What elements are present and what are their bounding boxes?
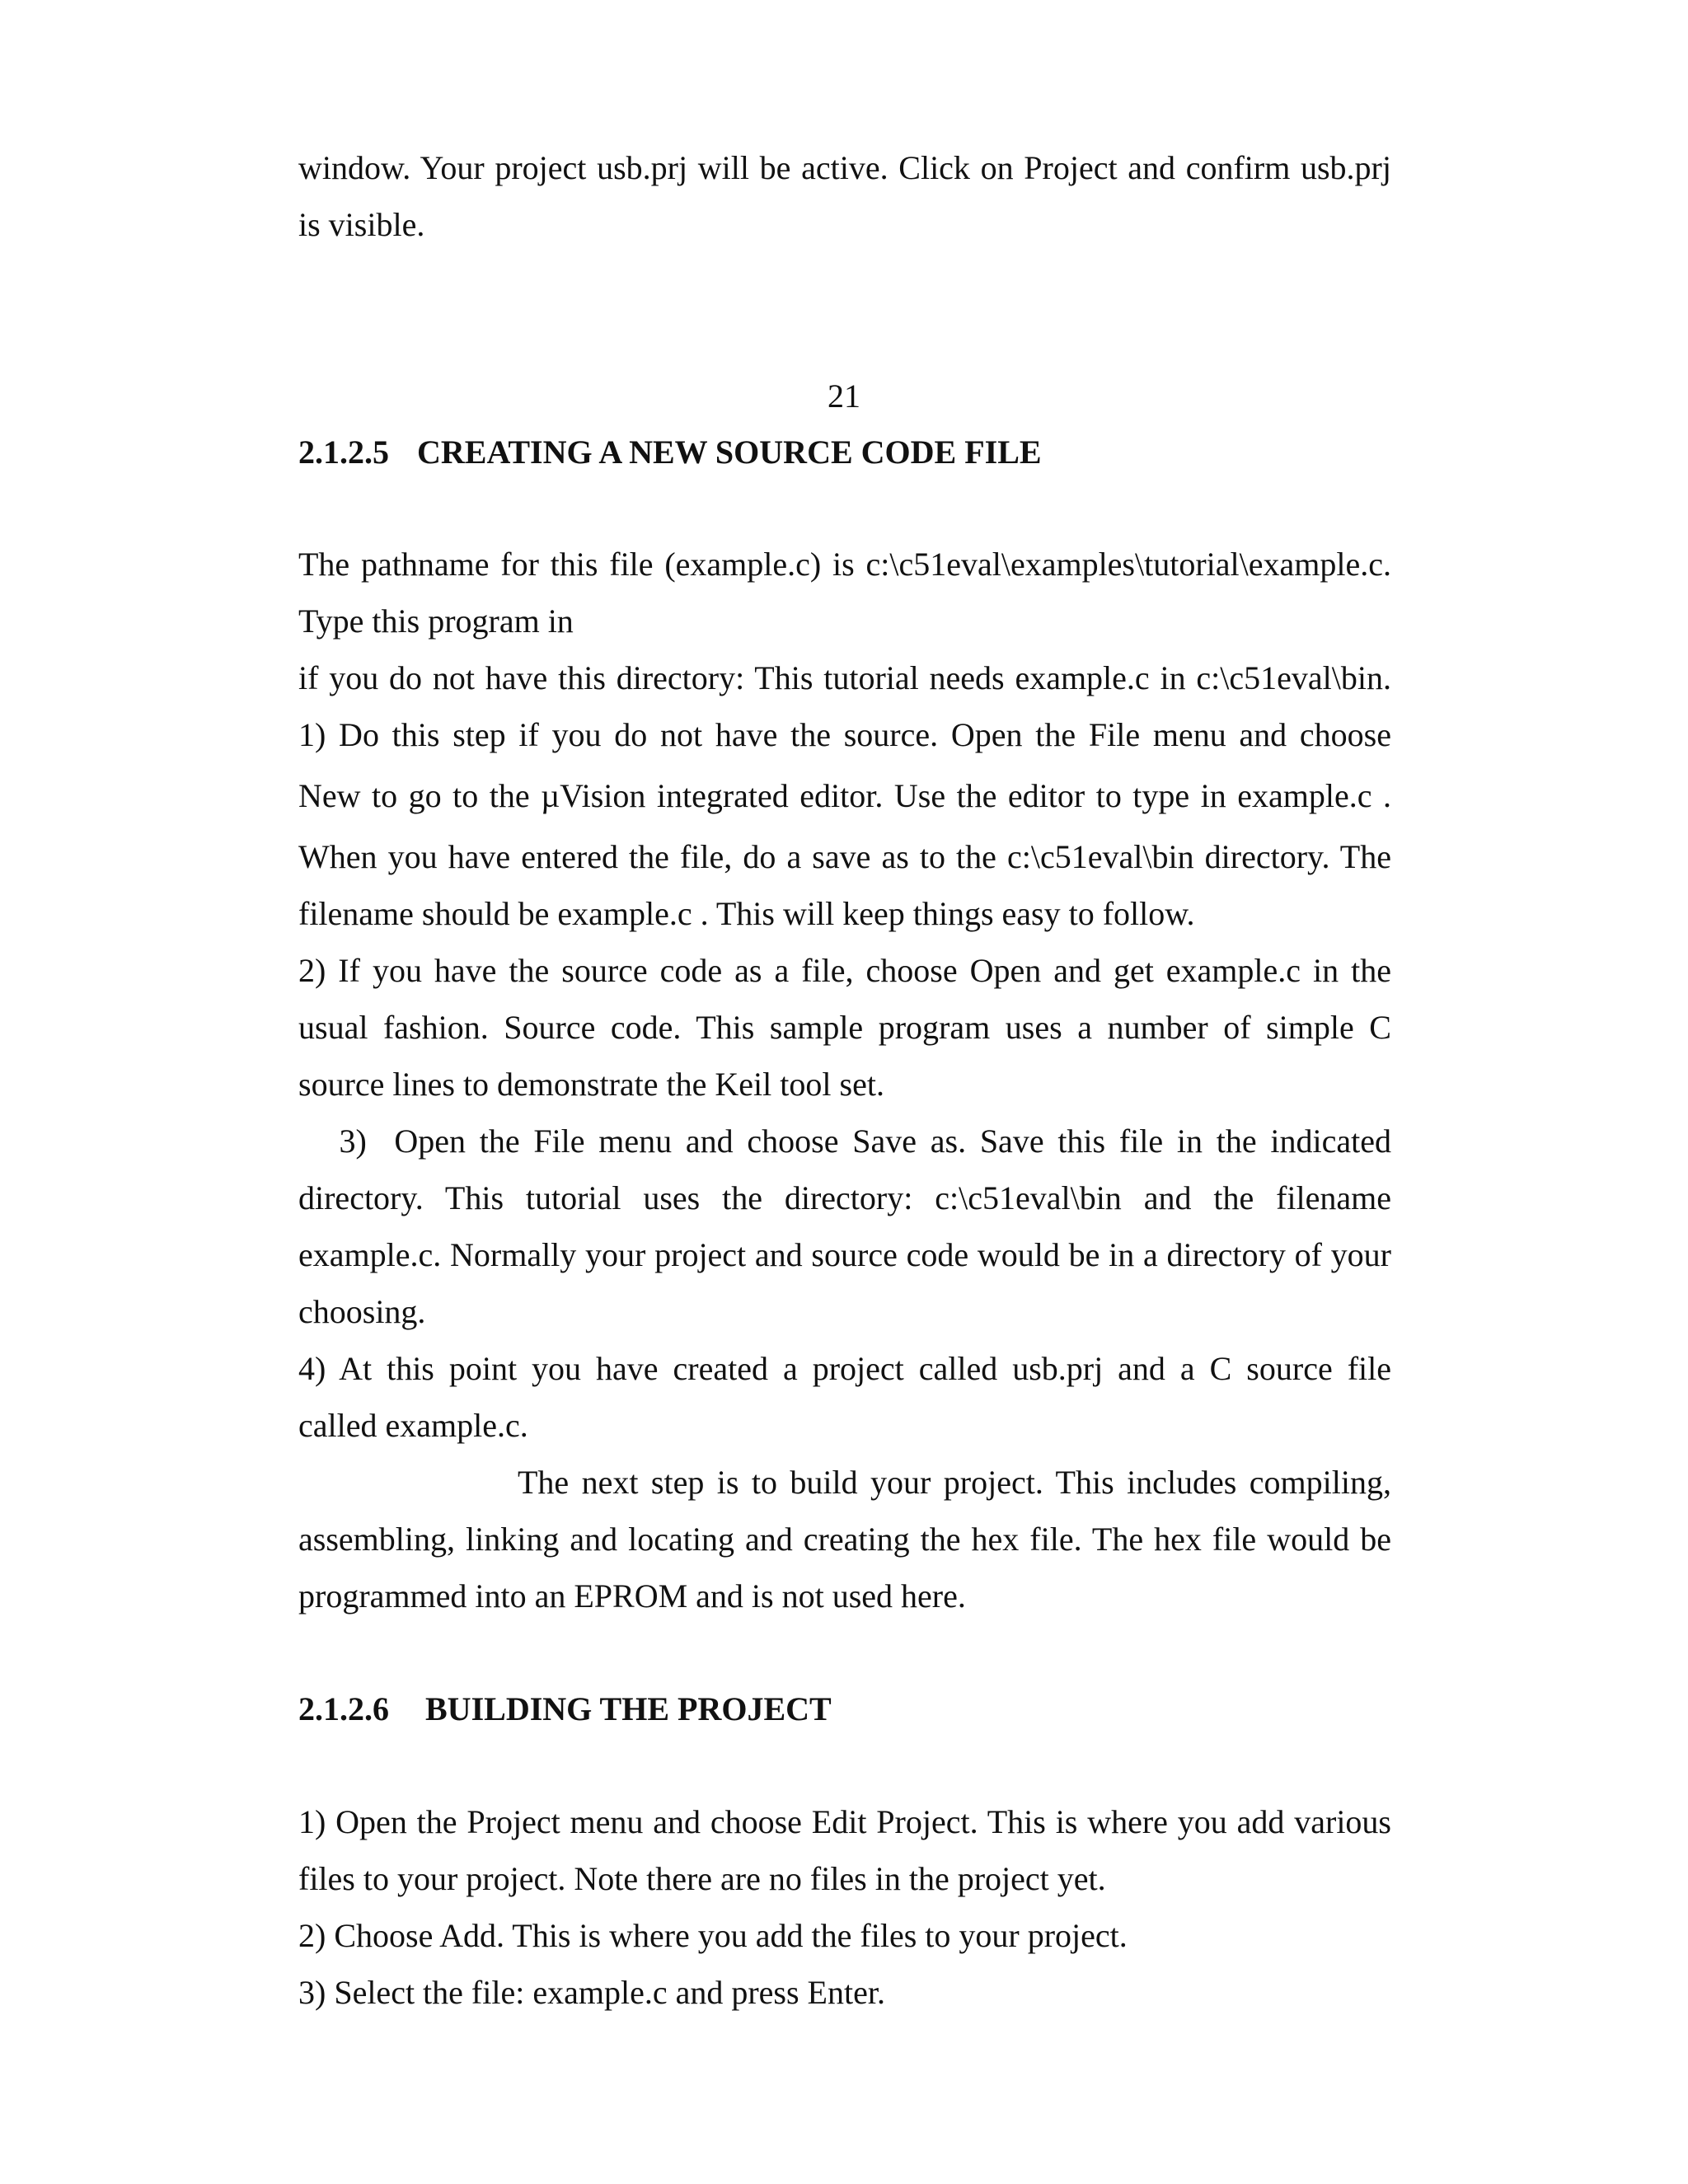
list-item: 4) At this point you have created a project called usb.prj and a C source file bbox=[298, 1350, 1391, 1387]
body-line: example.c. Normally your project and source code would be in a directory of your bbox=[298, 1236, 1391, 1273]
list-item: 3) Select the file: example.c and press Enter. bbox=[298, 1974, 885, 2011]
list-item: 2) If you have the source code as a file, choose Open and get example.c in the bbox=[298, 952, 1391, 989]
list-item: 1) Open the Project menu and choose Edit Project. This is where you add various bbox=[298, 1803, 1391, 1840]
page-number: 21 bbox=[828, 377, 860, 415]
section-number: 2.1.2.5 bbox=[298, 434, 389, 471]
body-line: called example.c. bbox=[298, 1407, 528, 1444]
section-heading-2-1-2-6 bbox=[298, 1690, 1391, 1728]
body-line: filename should be example.c . This will keep things easy to follow. bbox=[298, 895, 1195, 932]
body-line: The next step is to build your project. This includes compiling, bbox=[518, 1464, 1391, 1501]
list-item: 2) Choose Add. This is where you add the files to your project. bbox=[298, 1917, 1128, 1954]
section-heading-2-1-2-5 bbox=[298, 434, 1391, 471]
body-line: The pathname for this file (example.c) is c:\c51eval\examples\tutorial\example.c. bbox=[298, 546, 1391, 583]
body-line: window. Your project usb.prj will be active. Click on Project and confirm usb.prj bbox=[298, 149, 1391, 186]
body-line: is visible. bbox=[298, 206, 425, 243]
body-line: New to go to the µVision integrated editor. Use the editor to type in example.c . bbox=[298, 777, 1391, 814]
body-line: if you do not have this directory: This tutorial needs example.c in c:\c51eval\bin. bbox=[298, 659, 1391, 696]
list-item: 3) Open the File menu and choose Save as. Save this file in the indicated bbox=[312, 1122, 1391, 1160]
body-line: assembling, linking and locating and creating the hex file. The hex file would be bbox=[298, 1521, 1391, 1558]
body-line: usual fashion. Source code. This sample program uses a number of simple C bbox=[298, 1009, 1391, 1046]
body-line: programmed into an EPROM and is not used here. bbox=[298, 1577, 966, 1615]
body-line: Type this program in bbox=[298, 602, 574, 640]
body-line: When you have entered the file, do a save as to the c:\c51eval\bin directory. The bbox=[298, 838, 1391, 875]
list-item: 1) Do this step if you do not have the source. Open the File menu and choose bbox=[298, 716, 1391, 753]
body-line: choosing. bbox=[298, 1293, 426, 1330]
section-number: 2.1.2.6 bbox=[298, 1690, 389, 1727]
section-title: BUILDING THE PROJECT bbox=[425, 1690, 832, 1727]
body-line: source lines to demonstrate the Keil tool set. bbox=[298, 1066, 884, 1103]
section-title: CREATING A NEW SOURCE CODE FILE bbox=[417, 434, 1042, 471]
body-line: directory. This tutorial uses the directory: c:\c51eval\bin and the filename bbox=[298, 1179, 1391, 1216]
body-line: files to your project. Note there are no files in the project yet. bbox=[298, 1860, 1106, 1897]
